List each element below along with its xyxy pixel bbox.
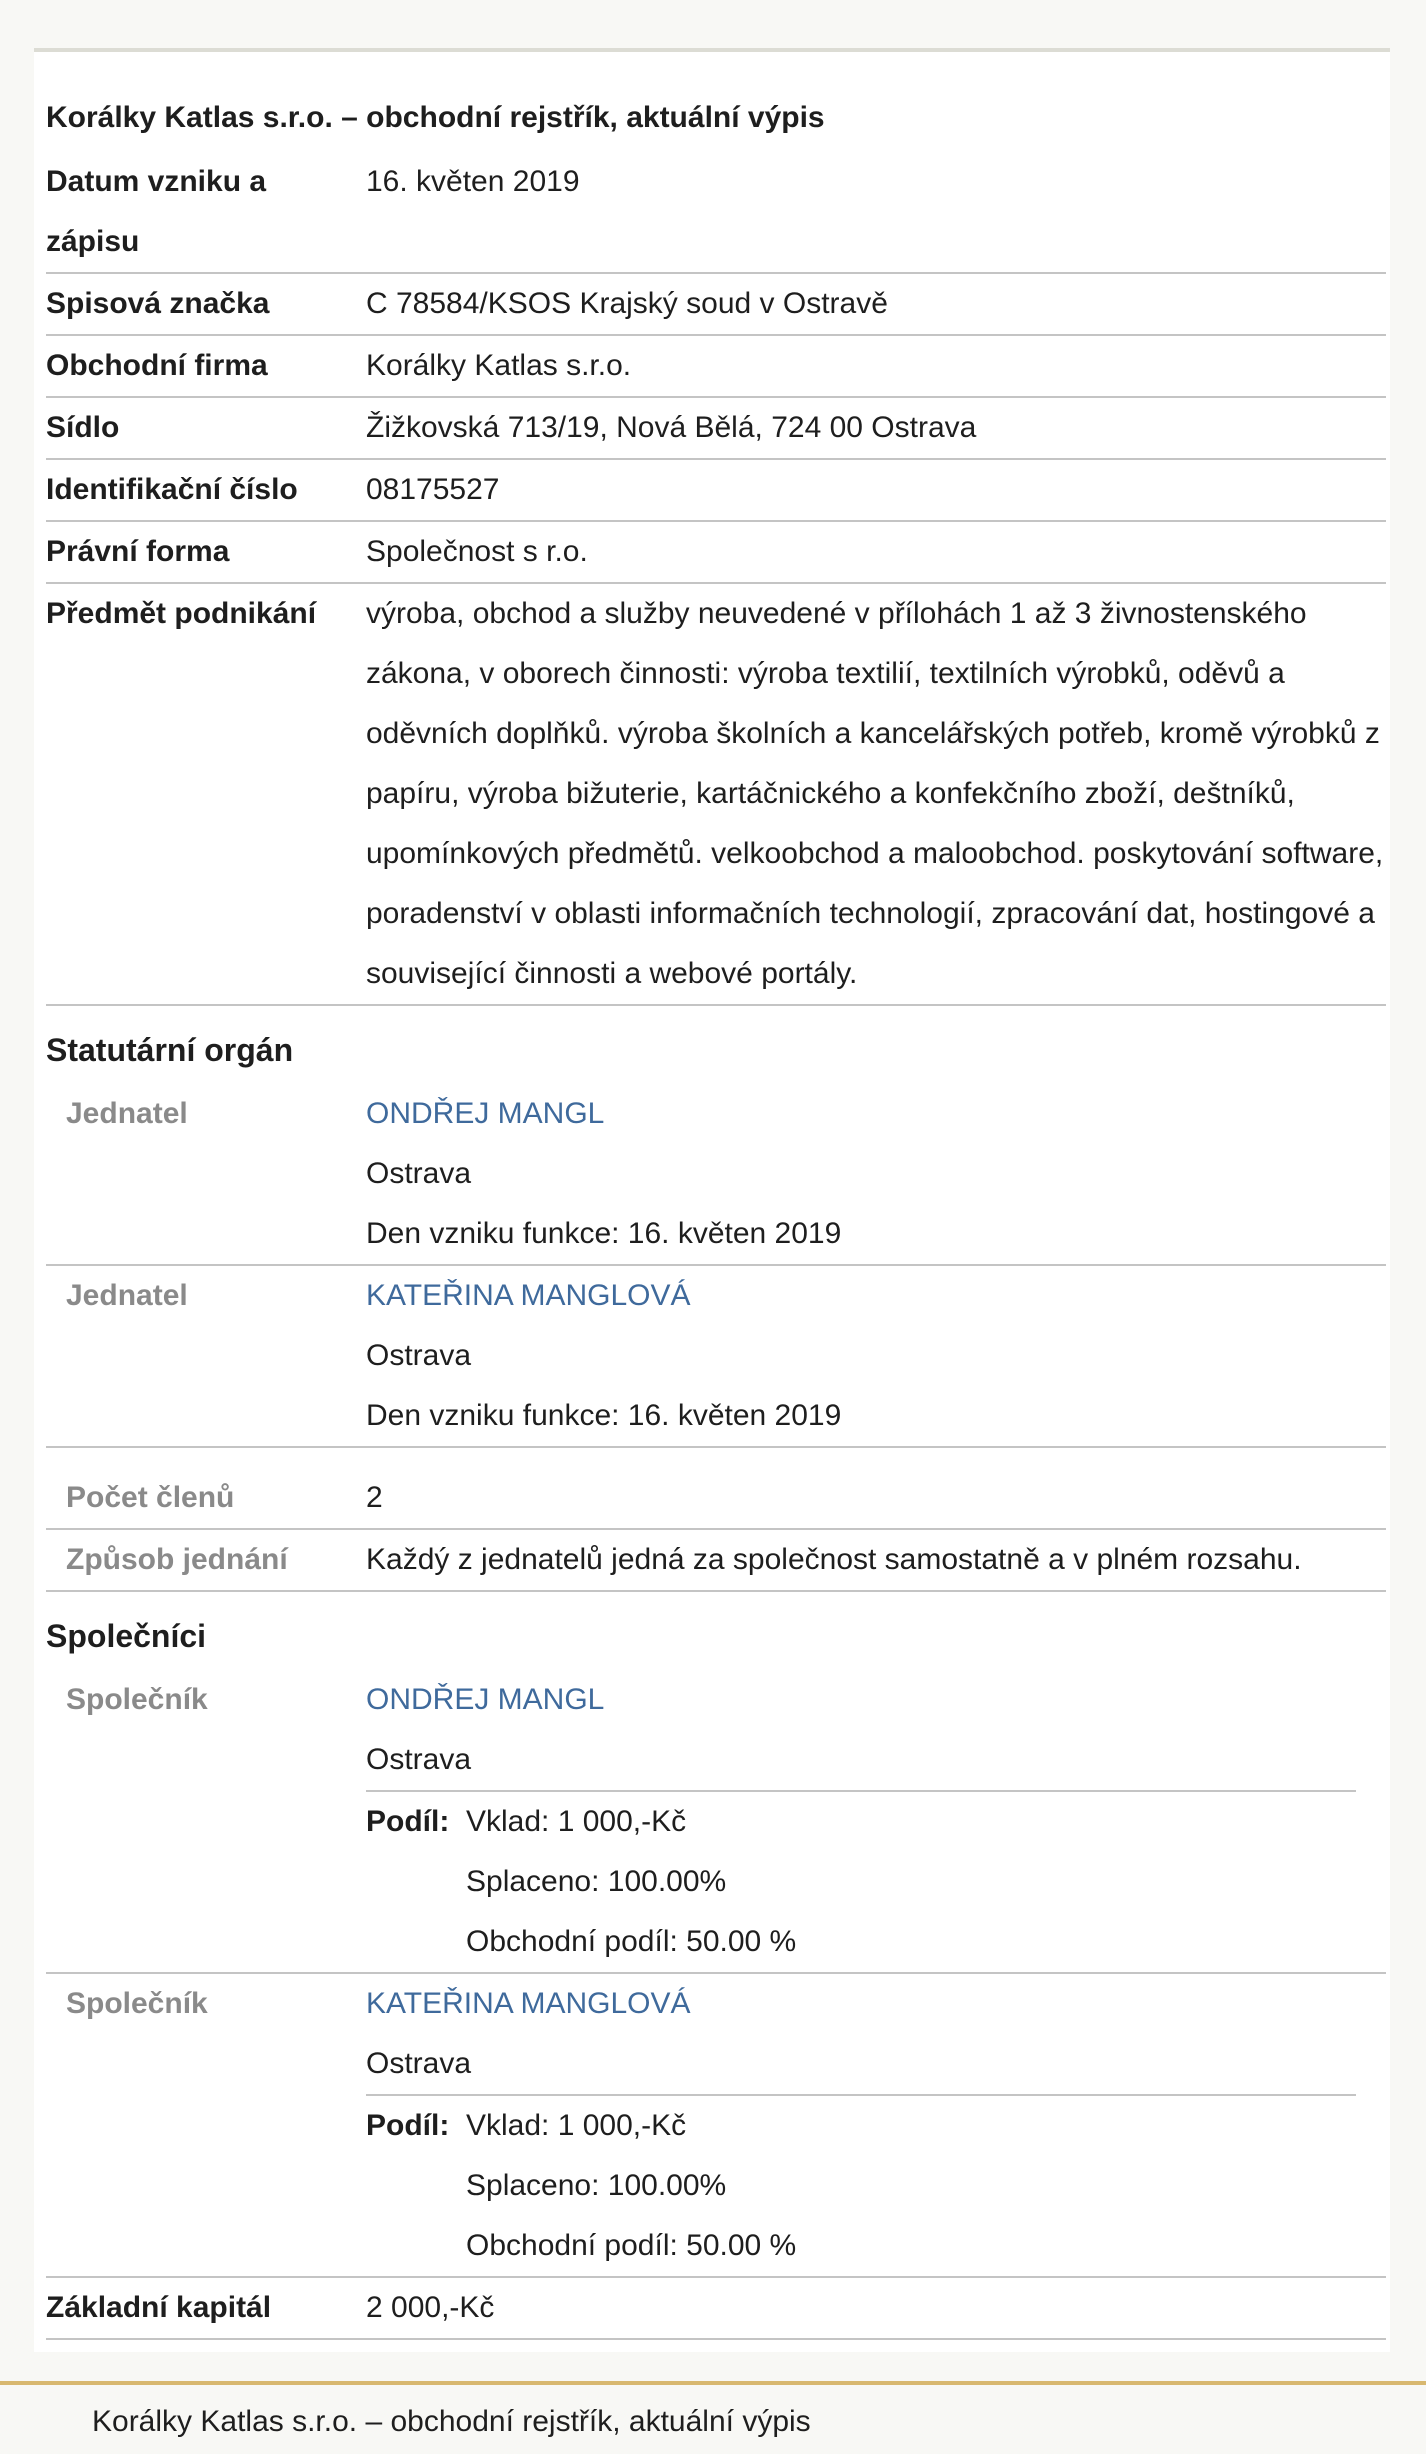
partner-city: Ostrava xyxy=(366,1743,472,1776)
podil-label: Podíl: xyxy=(366,1805,450,1838)
pocet-label: Počet členů xyxy=(66,1481,235,1514)
sidlo-label: Sídlo xyxy=(46,411,120,444)
ico-value: 08175527 xyxy=(366,473,500,506)
partner-city: Ostrava xyxy=(366,2047,472,2080)
divider xyxy=(46,1264,1386,1266)
partner-name-link[interactable]: ONDŘEJ MANGL xyxy=(366,1683,605,1716)
pocet-value: 2 xyxy=(366,1481,383,1514)
divider xyxy=(46,1446,1386,1448)
divider xyxy=(46,1972,1386,1974)
kapital-label: Základní kapitál xyxy=(46,2291,272,2324)
divider xyxy=(46,2338,1386,2340)
firma-value: Korálky Katlas s.r.o. xyxy=(366,349,632,382)
member-role: Jednatel xyxy=(66,1097,188,1130)
partner-vklad: Vklad: 1 000,-Kč xyxy=(466,1805,687,1838)
member-city: Ostrava xyxy=(366,1157,472,1190)
statutarni-heading: Statutární orgán xyxy=(46,1032,294,1068)
partner-splaceno: Splaceno: 100.00% xyxy=(466,1865,727,1898)
member-name-link[interactable]: ONDŘEJ MANGL xyxy=(366,1097,605,1130)
kapital-value: 2 000,-Kč xyxy=(366,2291,495,2324)
predmet-value: výroba, obchod a služby neuvedené v přílohách 1 až 3 živnostenského zákona, v oborech činnosti: výroba textilií, textilních výrobků, oděvů a oděvních doplňků. výroba školních a kancelářských potřeb, kromě výrobků z papíru, výroba bižuterie, kartáčnického a konfekčního zboží, deštníků, upomínkových předmětů. velkoobchod a maloobchod. poskytování software, poradenství v oblasti informačních technologií, zpracování dat, hostingové a související činnosti a webové portály. xyxy=(366,597,1384,990)
spisova-label: Spisová značka xyxy=(46,287,270,320)
member-since: Den vzniku funkce: 16. květen 2019 xyxy=(366,1217,842,1250)
member-since: Den vzniku funkce: 16. květen 2019 xyxy=(366,1399,842,1432)
forma-value: Společnost s r.o. xyxy=(366,535,588,568)
spolecnici-heading: Společníci xyxy=(46,1618,207,1654)
podil-label: Podíl: xyxy=(366,2109,450,2142)
ico-label: Identifikační číslo xyxy=(46,473,298,506)
member-name-link[interactable]: KATEŘINA MANGLOVÁ xyxy=(366,1279,691,1312)
datum-label: Datum vzniku a zápisu xyxy=(46,165,267,258)
divider xyxy=(46,1004,1386,1006)
divider xyxy=(46,1590,1386,1592)
partner-role: Společník xyxy=(66,1683,208,1716)
zpusob-label: Způsob jednání xyxy=(66,1543,288,1576)
footer-text: Korálky Katlas s.r.o. – obchodní rejstřík, aktuální výpis xyxy=(92,2405,811,2438)
partner-role: Společník xyxy=(66,1987,208,2020)
partner-podil: Obchodní podíl: 50.00 % xyxy=(466,2229,797,2262)
firma-label: Obchodní firma xyxy=(46,349,268,382)
zpusob-value: Každý z jednatelů jedná za společnost samostatně a v plném rozsahu. xyxy=(366,1543,1302,1576)
predmet-label: Předmět podnikání xyxy=(46,597,317,630)
footer-divider xyxy=(0,2381,1426,2385)
datum-value: 16. květen 2019 xyxy=(366,165,580,198)
member-role: Jednatel xyxy=(66,1279,188,1312)
spisova-value: C 78584/KSOS Krajský soud v Ostravě xyxy=(366,287,888,320)
partner-vklad: Vklad: 1 000,-Kč xyxy=(466,2109,687,2142)
forma-label: Právní forma xyxy=(46,535,230,568)
member-city: Ostrava xyxy=(366,1339,472,1372)
partner-splaceno: Splaceno: 100.00% xyxy=(466,2169,727,2202)
page-title: Korálky Katlas s.r.o. – obchodní rejstřík, aktuální výpis xyxy=(46,101,825,134)
partner-name-link[interactable]: KATEŘINA MANGLOVÁ xyxy=(366,1987,691,2020)
sidlo-value: Žižkovská 713/19, Nová Bělá, 724 00 Ostrava xyxy=(366,411,977,444)
partner-podil: Obchodní podíl: 50.00 % xyxy=(466,1925,797,1958)
